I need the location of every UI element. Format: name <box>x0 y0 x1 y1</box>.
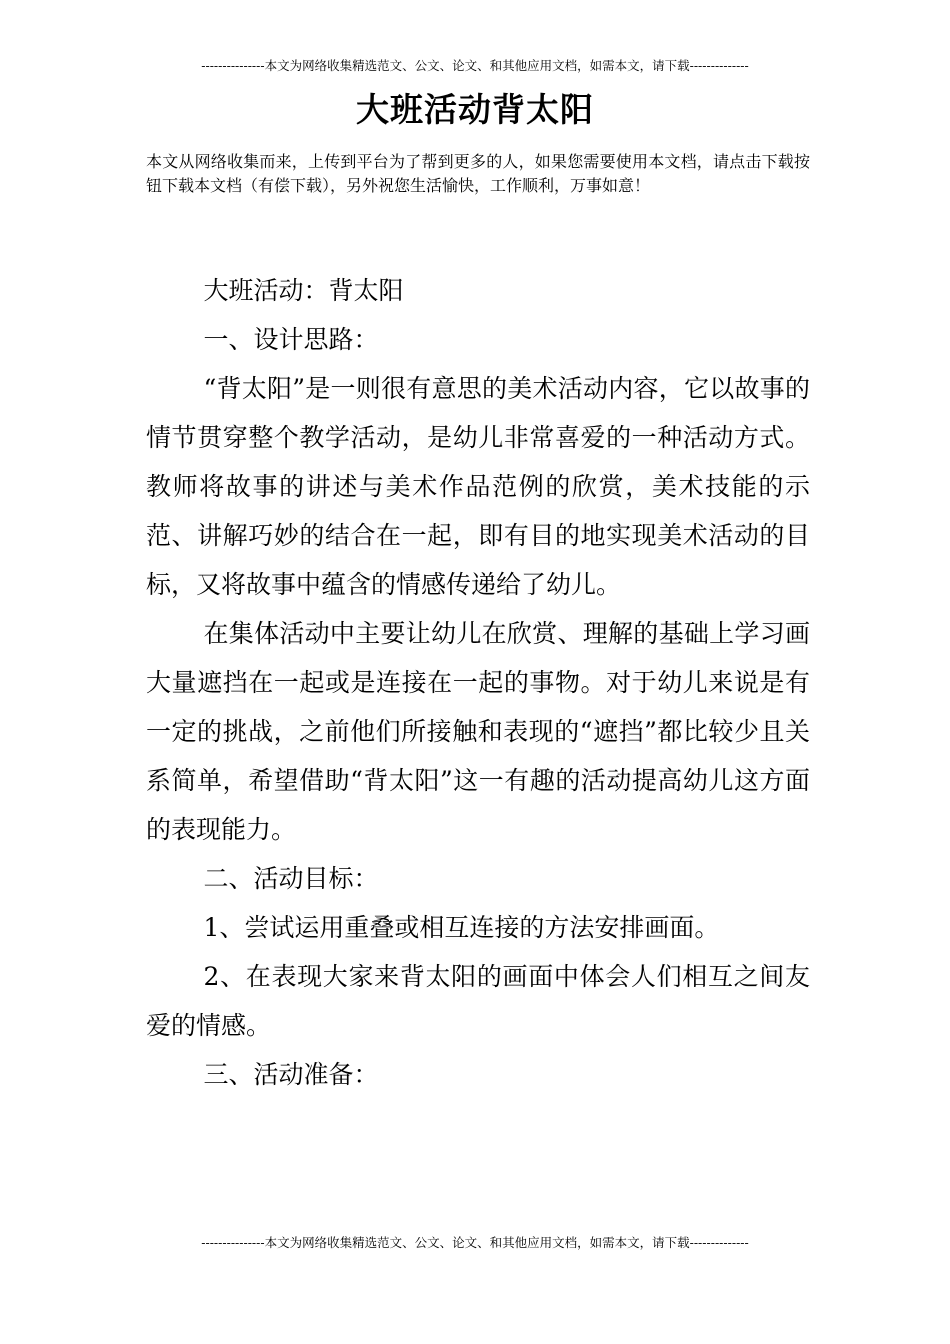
document-title: 大班活动背太阳 <box>356 90 594 129</box>
header-note: ---------------本文为网络收集精选范文、公文、论文、和其他应用文档，如需本文，请下载-------------- <box>201 58 749 73</box>
activity-name: 大班活动：背太阳 <box>203 276 404 305</box>
body-paragraph: “背太阳”是一则很有意思的美术活动内容，它以故事的情节贯穿整个教学活动，是幼儿非常喜爱的一种活动方式。教师将故事的讲述与美术作品范例的欣赏，美术技能的示范、讲解巧妙的结合在一起，即有目的地实现美术活动的目标，又将故事中蕴含的情感传递给了幼儿。 <box>146 374 810 599</box>
section-heading-goals: 二、活动目标： <box>203 864 379 893</box>
document-body <box>146 266 810 1099</box>
body-paragraph: 在集体活动中主要让幼儿在欣赏、理解的基础上学习画大量遮挡在一起或是连接在一起的事物。对于幼儿来说是有一定的挑战，之前他们所接触和表现的“遮挡”都比较少且关系简单，希望借助“背太阳”这一有趣的活动提高幼儿这方面的表现能力。 <box>146 619 810 844</box>
section-heading-preparation: 三、活动准备： <box>203 1060 379 1089</box>
footer-note: ---------------本文为网络收集精选范文、公文、论文、和其他应用文档，如需本文，请下载-------------- <box>201 1235 749 1250</box>
goal-item: 2、在表现大家来背太阳的画面中体会人们相互之间友爱的情感。 <box>146 962 810 1040</box>
section-heading-design: 一、设计思路： <box>203 325 379 354</box>
goal-item: 1、尝试运用重叠或相互连接的方法安排画面。 <box>203 913 720 942</box>
intro-paragraph: 本文从网络收集而来，上传到平台为了帮到更多的人，如果您需要使用本文档，请点击下载按钮下载本文档（有偿下载），另外祝您生活愉快，工作顺利，万事如意！ <box>146 152 810 195</box>
